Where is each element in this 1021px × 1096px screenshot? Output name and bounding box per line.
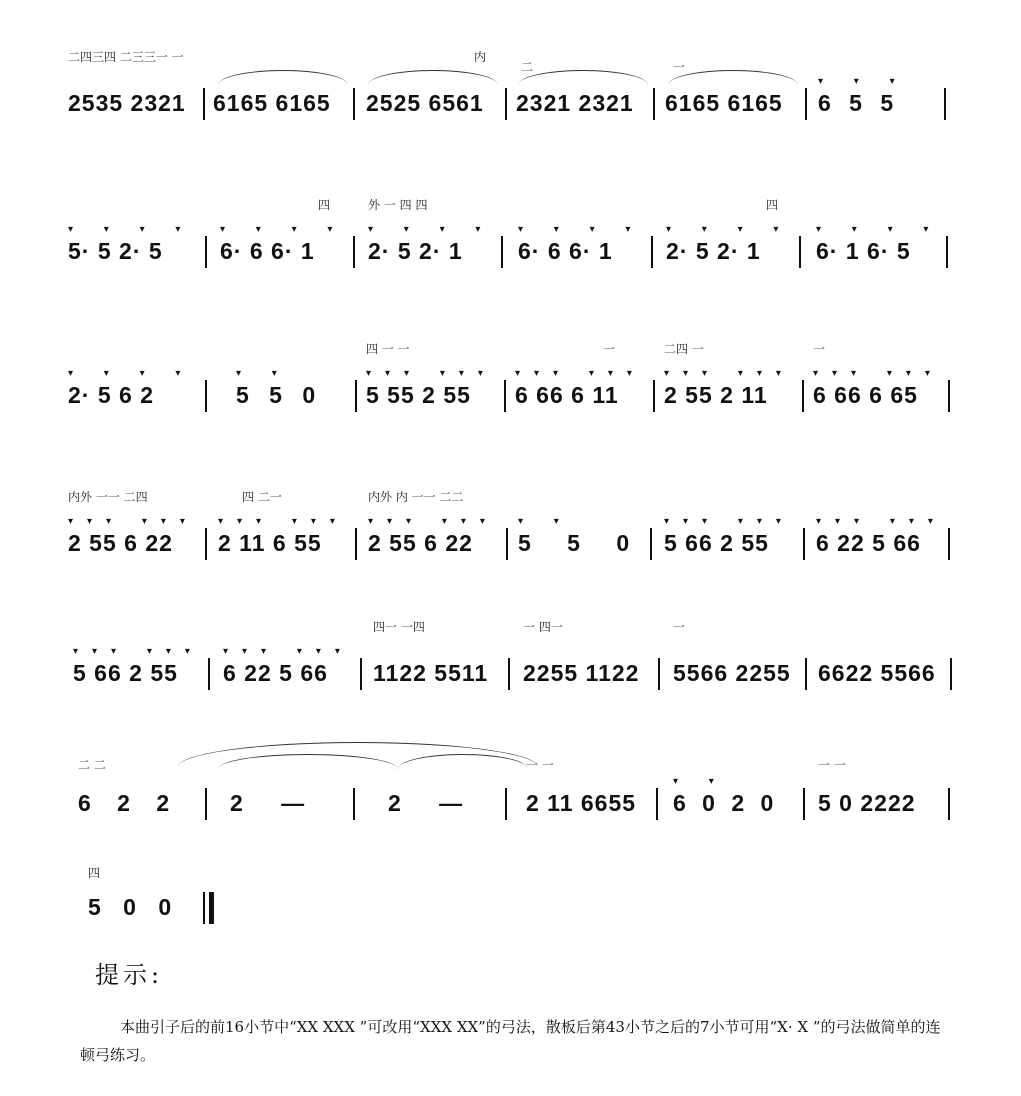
notes: 5 55 2 55 (366, 382, 471, 408)
measure (518, 196, 648, 316)
bow-marks: ▾▾▾ ▾▾▾ (68, 516, 199, 527)
measure (664, 340, 799, 460)
fingering: 四 (766, 198, 779, 212)
measure (68, 196, 203, 316)
fingering (213, 48, 348, 70)
barline (802, 380, 804, 412)
measure (673, 618, 808, 738)
tips-title: 提示: (95, 961, 164, 989)
fingering: 一 (673, 60, 686, 74)
barline (948, 788, 950, 820)
bow-marks (818, 776, 948, 788)
fingering (673, 748, 798, 770)
barline (203, 892, 205, 924)
barline (658, 658, 660, 690)
measure (373, 618, 508, 738)
fingering: 四 (88, 866, 101, 880)
notes: 6 66 6 11 (515, 382, 619, 408)
measure (218, 488, 353, 608)
barline (205, 380, 207, 412)
notes: 5 0 2222 (818, 790, 916, 816)
barline (505, 788, 507, 820)
barline (946, 236, 948, 268)
fingering: 内 (474, 50, 487, 64)
fingering (818, 48, 948, 70)
barline (656, 788, 658, 820)
measure (68, 48, 198, 168)
bow-marks: ▾▾▾ ▾▾▾ (366, 368, 497, 379)
measure (526, 748, 651, 868)
notes: 5566 2255 (673, 660, 791, 686)
barline (355, 528, 357, 560)
fingering: 一 (603, 342, 616, 356)
fingering (230, 748, 350, 770)
barline (353, 88, 355, 120)
system-3 (68, 340, 958, 460)
barline (950, 658, 952, 690)
barline (653, 88, 655, 120)
fingering (236, 340, 356, 362)
measure (665, 48, 800, 168)
notes: 2321 2321 (516, 90, 634, 116)
system-2 (68, 196, 958, 316)
barline (353, 236, 355, 268)
bow-marks: ▾ ▾ (673, 776, 728, 787)
fingering (223, 618, 358, 640)
system-7 (68, 852, 958, 972)
bow-marks (818, 646, 953, 658)
notes: 6622 5566 (818, 660, 936, 686)
barline (205, 236, 207, 268)
system-4 (68, 488, 958, 608)
notes: 2· 5 2· 1 (666, 238, 761, 264)
bow-marks (68, 76, 198, 88)
barline (505, 88, 507, 120)
notes: 1122 5511 (373, 660, 489, 686)
notes: 5 66 2 55 (73, 660, 178, 686)
barline (948, 380, 950, 412)
barline (205, 788, 207, 820)
barline (360, 658, 362, 690)
measure (73, 618, 208, 738)
bow-marks (373, 646, 508, 658)
measure (236, 340, 356, 460)
notes: 2255 1122 (523, 660, 640, 686)
measure (368, 196, 498, 316)
fingering: 四 一 一 (366, 342, 410, 356)
notes: 2525 6561 (366, 90, 484, 116)
barline (203, 88, 205, 120)
measure (230, 748, 350, 868)
fingering (388, 748, 508, 770)
barline (208, 658, 210, 690)
bow-marks: ▾ ▾ (518, 516, 573, 527)
bow-marks: ▾▾▾ ▾▾▾ (816, 516, 947, 527)
measure (88, 852, 208, 972)
fingering (73, 618, 208, 640)
measure (388, 748, 508, 868)
barline (504, 380, 506, 412)
notes: 6165 6165 (213, 90, 331, 116)
bow-marks: ▾ ▾ ▾ ▾ (518, 224, 645, 235)
measure (673, 748, 798, 868)
bow-marks: ▾ ▾ (236, 368, 291, 379)
barline (205, 528, 207, 560)
notes: 2 11 6655 (526, 790, 637, 816)
barline (805, 88, 807, 120)
final-barline (209, 892, 214, 924)
notes: 2 55 2 11 (664, 382, 768, 408)
measure (666, 196, 796, 316)
barline (653, 380, 655, 412)
notes: 2· 5 6 2 (68, 382, 154, 408)
bow-marks (88, 880, 208, 892)
bow-marks: ▾▾▾ ▾▾▾ (223, 646, 354, 657)
measure (818, 48, 948, 168)
measure (515, 340, 650, 460)
measure (366, 340, 501, 460)
notes: 2 — (388, 790, 464, 816)
notes: 6 2 2 (78, 790, 171, 816)
notes: 6165 6165 (665, 90, 783, 116)
bow-marks: ▾▾▾ ▾▾▾ (664, 516, 795, 527)
fingering (518, 488, 653, 510)
barline (506, 528, 508, 560)
system-1 (68, 48, 958, 168)
fingering (68, 340, 203, 362)
fingering: 一 四一 (523, 620, 563, 634)
bow-marks: ▾▾▾ ▾▾▾ (813, 368, 944, 379)
bow-marks (230, 776, 350, 788)
bow-marks: ▾ ▾ ▾ ▾ (220, 224, 347, 235)
measure (816, 196, 946, 316)
barline (650, 528, 652, 560)
notes: 5 5 0 (236, 382, 317, 408)
fingering (816, 196, 946, 218)
bow-marks: ▾▾▾ ▾▾▾ (515, 368, 646, 379)
bow-marks (388, 776, 508, 788)
measure (818, 748, 948, 868)
notes: 2535 2321 (68, 90, 186, 116)
notes: 5 66 2 55 (664, 530, 769, 556)
fingering: 外 一 四 四 (368, 198, 428, 212)
bow-marks: ▾▾▾ ▾▾▾ (664, 368, 795, 379)
barline (803, 528, 805, 560)
fingering: 一 一 (526, 758, 554, 772)
fingering (68, 196, 203, 218)
barline (944, 88, 946, 120)
notes: 6 66 6 65 (813, 382, 918, 408)
notes: 5 0 0 (88, 894, 173, 920)
fingering: 四一 一四 (373, 620, 425, 634)
notes: 6· 6 6· 1 (518, 238, 613, 264)
fingering: 二 (521, 60, 534, 74)
notes: 2 55 6 22 (368, 530, 473, 556)
fingering: 一 (673, 620, 686, 634)
notes: 6 5 5 (818, 90, 895, 116)
bow-marks: ▾ ▾ ▾ ▾ (816, 224, 943, 235)
measure (813, 340, 948, 460)
notes: 6 22 5 66 (816, 530, 921, 556)
system-6 (68, 748, 958, 868)
notes: 2 55 6 22 (68, 530, 173, 556)
notes: 6 0 2 0 (673, 790, 775, 816)
measure (213, 48, 348, 168)
notes: 6· 6 6· 1 (220, 238, 315, 264)
barline (651, 236, 653, 268)
notes: 5 5 0 (518, 530, 631, 556)
barline (803, 788, 805, 820)
bow-marks: ▾▾▾ ▾▾▾ (218, 516, 349, 527)
fingering: 二 二 (78, 758, 106, 772)
barline (948, 528, 950, 560)
barline (508, 658, 510, 690)
bow-marks (673, 646, 808, 658)
barline (805, 658, 807, 690)
measure (68, 340, 203, 460)
measure (220, 196, 350, 316)
measure (523, 618, 658, 738)
barline (501, 236, 503, 268)
notes: 6 22 5 66 (223, 660, 328, 686)
fingering (816, 488, 951, 510)
measure (816, 488, 951, 608)
notes: 2 — (230, 790, 306, 816)
fingering: 四 (318, 198, 331, 212)
bow-marks (523, 646, 658, 658)
notes: 2 11 6 55 (218, 530, 322, 556)
notes: 5· 5 2· 5 (68, 238, 163, 264)
fingering: 二四 一 (664, 342, 704, 356)
bow-marks (78, 776, 198, 788)
measure (68, 488, 203, 608)
bow-marks: ▾ ▾ ▾ (818, 76, 909, 87)
fingering (518, 196, 648, 218)
fingering: 一 一 (818, 758, 846, 772)
bow-marks: ▾▾▾ ▾▾▾ (73, 646, 204, 657)
fingering: 一 (813, 342, 826, 356)
notes: 2· 5 2· 1 (368, 238, 463, 264)
bow-marks: ▾▾▾ ▾▾▾ (368, 516, 499, 527)
fingering (818, 618, 953, 640)
bow-marks (526, 776, 651, 788)
measure (368, 488, 503, 608)
measure (818, 618, 953, 738)
measure (516, 48, 651, 168)
barline (355, 380, 357, 412)
bow-marks: ▾ ▾ ▾ ▾ (68, 224, 195, 235)
fingering: 二四三四 二三三一 一 (68, 50, 184, 64)
measure (366, 48, 501, 168)
barline (353, 788, 355, 820)
bow-marks: ▾ ▾ ▾ ▾ (368, 224, 495, 235)
measure (664, 488, 799, 608)
fingering: 四 二一 (242, 490, 282, 504)
measure (518, 488, 653, 608)
notes: 6· 1 6· 5 (816, 238, 911, 264)
measure (223, 618, 358, 738)
tips-text: 本曲引子后的前16小节中“XX XXX ”可改用“XXX XX”的弓法，散板后第43小节之后的7小节可用“X· X ”的弓法做简单的连顿弓练习。 (80, 1018, 941, 1064)
fingering (664, 488, 799, 510)
bow-marks: ▾ ▾ ▾ ▾ (666, 224, 793, 235)
measure (78, 748, 198, 868)
system-5 (68, 618, 958, 738)
fingering: 内外 一一 二四 (68, 490, 148, 504)
barline (799, 236, 801, 268)
bow-marks: ▾ ▾ ▾ ▾ (68, 368, 195, 379)
fingering: 内外 内 一一 二二 (368, 490, 464, 504)
